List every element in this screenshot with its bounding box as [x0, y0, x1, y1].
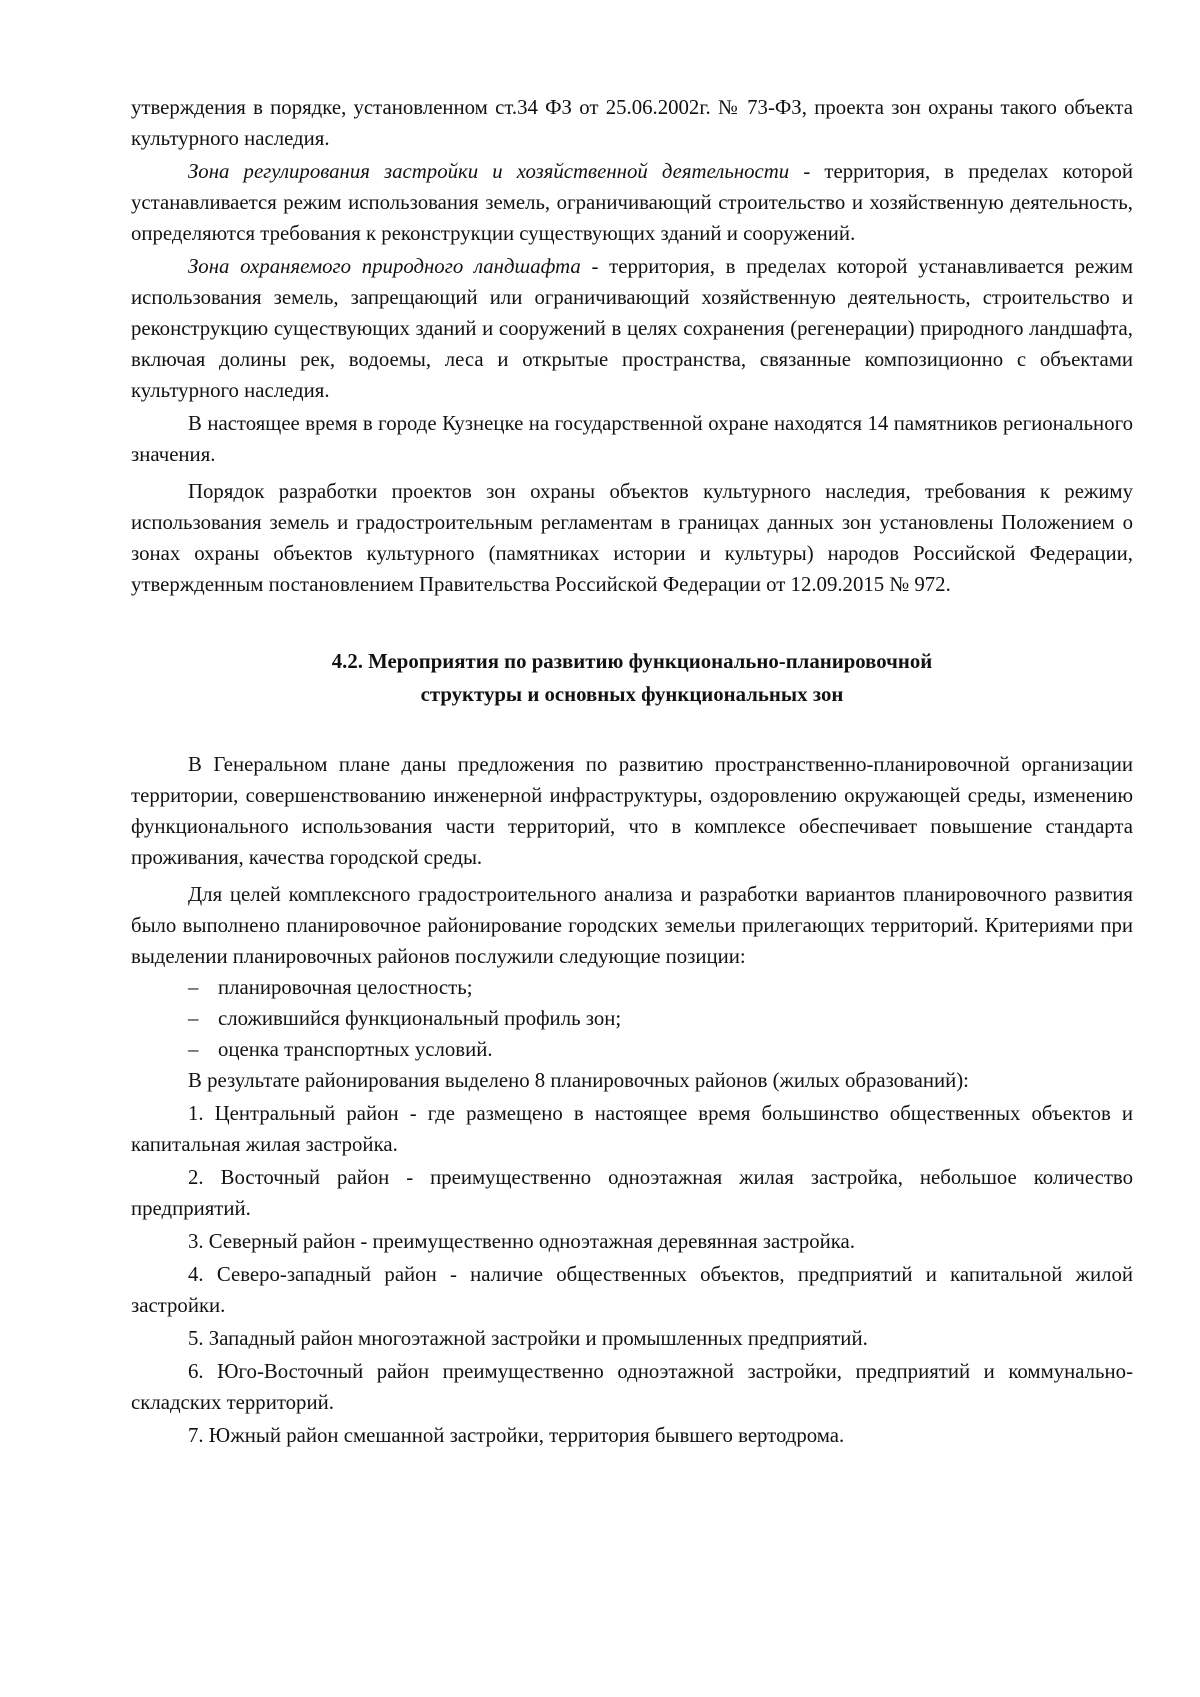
district-item: 3. Северный район - преимущественно одноэтажная деревянная застройка. — [188, 1230, 855, 1253]
list-item-text: оценка транспортных условий. — [218, 1038, 493, 1061]
dash-bullet: – — [188, 1007, 199, 1030]
district-item: 6. Юго-Восточный район преимущественно одноэтажной застройки, предприятий и коммунально-складских территорий. — [131, 1360, 1133, 1414]
list-item — [131, 972, 1133, 1003]
zone-regulation-term: Зона регулирования застройки и хозяйственной деятельности — [188, 160, 790, 183]
section-heading-line-2: структуры и основных функциональных зон — [420, 683, 844, 706]
district-item: 1. Центральный район - где размещено в настоящее время большинство общественных объектов и капитальная жилая застройка. — [131, 1102, 1133, 1156]
criteria-paragraph: Для целей комплексного градостроительного анализа и разработки вариантов планировочного развития было выполнено планировочное районирование городских земельи прилегающих территорий. Критериями при выделении планировочных районов послужили следующие позиции: — [131, 883, 1133, 968]
zone-regulation-paragraph — [131, 156, 1133, 249]
list-item-text: планировочная целостность; — [218, 976, 473, 999]
zone-landscape-paragraph — [131, 251, 1133, 406]
section-heading — [131, 645, 1133, 711]
monuments-paragraph: В настоящее время в городе Кузнецке на государственной охране находятся 14 памятников регионального значения. — [131, 412, 1133, 466]
zone-landscape-term: Зона охраняемого природного ландшафта — [188, 255, 581, 278]
district-item: 4. Северо-западный район - наличие общественных объектов, предприятий и капитальной жилой застройки. — [131, 1263, 1133, 1317]
district-item: 5. Западный район многоэтажной застройки и промышленных предприятий. — [188, 1327, 868, 1350]
document-body — [131, 92, 1133, 1451]
procedure-paragraph: Порядок разработки проектов зон охраны объектов культурного наследия, требования к режиму использования земель и градостроительным регламентам в границах данных зон установлены Положением о зонах охраны объектов культурного (памятниках истории и культуры) народов Российской Федерации, утвержденным постановлением Правительства Российской Федерации от 12.09.2015 № 972. — [131, 480, 1133, 596]
general-plan-paragraph: В Генеральном плане даны предложения по развитию пространственно-планировочной организации территории, совершенствованию инженерной инфраструктуры, оздоровлению окружающей среды, изменению функционального использования части территорий, что в комплексе обеспечивает повышение стандарта проживания, качества городской среды. — [131, 753, 1133, 869]
district-item: 2. Восточный район - преимущественно одноэтажная жилая застройка, небольшое количество предприятий. — [131, 1166, 1133, 1220]
criteria-list — [131, 972, 1133, 1065]
zone-regulation-definition: - территория, в пределах которой устанавливается режим использования земель, ограничивающий строительство и хозяйственную деятельность, определяются требования к реконструкции существующих зданий и сооружений. — [131, 160, 1133, 245]
list-item — [131, 1003, 1133, 1034]
intro-paragraph-tail: утверждения в порядке, установленном ст.34 ФЗ от 25.06.2002г. № 73-ФЗ, проекта зон охраны такого объекта культурного наследия. — [131, 96, 1133, 150]
zone-landscape-definition: - территория, в пределах которой устанавливается режим использования земель, запрещающий или ограничивающий хозяйственную деятельность, строительство и реконструкцию существующих зданий и сооружений в целях сохранения (регенерации) природного ландшафта, включая долины рек, водоемы, леса и открытые пространства, связанные композиционно с объектами культурного наследия. — [131, 255, 1133, 402]
list-item-text: сложившийся функциональный профиль зон; — [218, 1007, 622, 1030]
list-item — [131, 1034, 1133, 1065]
dash-bullet: – — [188, 1038, 199, 1061]
dash-bullet: – — [188, 976, 199, 999]
result-paragraph: В результате районирования выделено 8 планировочных районов (жилых образований): — [188, 1069, 969, 1092]
district-item: 7. Южный район смешанной застройки, территория бывшего вертодрома. — [188, 1424, 845, 1447]
section-heading-line-1: 4.2. Мероприятия по развитию функционально-планировочной — [331, 650, 933, 673]
